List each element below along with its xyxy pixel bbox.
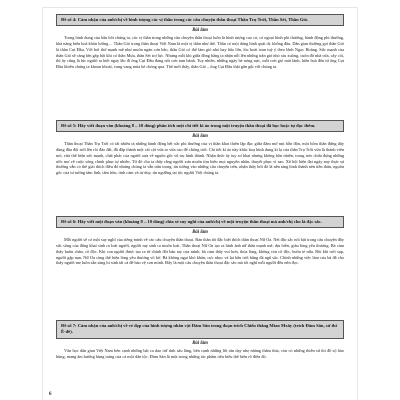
page-number: 6 <box>49 392 52 397</box>
section-7 <box>56 320 344 359</box>
section-heading: Bài làm <box>192 340 208 346</box>
prompt-box: Đề số 5: Hãy viết đoạn văn (khoảng 8 – 10 dòng) phân tích một chi tiết kì ảo trong một truyện thần thoại đã học hoặc tự đọc thêm. <box>56 120 344 132</box>
section-6 <box>56 216 344 266</box>
section-heading: Bài làm <box>192 28 208 34</box>
document-page <box>43 8 357 400</box>
paragraph: Trong hình dung của bầu hồi chúng ta, các vị thần trong những câu chuyện thần thoại luôn là hình tượng cao cả, có ngoại hình phi thường, hành động phi thường, khả năng biến hoá khôn lường… Thần Gió trong thần thoại Việt Nam là một vị thần như thế. Thần có một dáng hình quái dị: không đầu. Dân gian thường gọi thần Gió là thần Cụt Đầu. Với hơi thở mạnh mẽ như muôn ngàn cơn bão, thần Gió có thể làm gió nhỏ hay bão lớn, lúc hoài toan tuỳ ý theo lệnh Ngọc Hoàng. Sức mạnh của thần Gió sẽ càng lớn gấp bội khi có thần Mưa, thần Sét trợ lực. Nhưng mỗi khi giữa đồng bằng ta nhận nỗi lên những trận gió nhỏ xíu xuồng, cuốn đổ nhà cửa, cây cối, thì ấy cũng là lúc người ta biết ngay lão đi ông Cụt Đầu đang nổi cơn tam bành. Tuy nhiên, những ngày hè nóng nực, mỗi cơn gió mát lành, hiền hoà đến từ ông Cụt Đầu khiến chúng ta khoan khoái, vang vang mùa hè chóng qua. Thế mới thấy, thần Gió – ông Cụt Đầu thật gần gũi với chúng ta. <box>56 35 344 69</box>
paragraph: Văn học dân gian Việt Nam bên cạnh những bài ca dao trữ tình sâu lắng, bên cạnh những lời răn dạy nhẹ nhàng thấm thía, còn có những thiên sử thi đồ sộ hào hùng, mang âm hưởng hùng tráng của cả một dân tộc. Đăm Săn là một trong những tác phẩm tiêu biểu thể hiện rõ điều đó. <box>56 347 344 359</box>
section-heading: Bài làm <box>192 134 208 140</box>
prompt-box: Đề số 6: Hãy viết một đoạn văn (khoảng 8 – 10 dòng) chia sẻ suy nghĩ của anh/chị về một truyện thần thoại mà anh/chị cho là đặc sắc. <box>56 216 344 228</box>
prompt-box: Đề số 7: Cảm nhận của anh/chị về vẻ đẹp của hình tượng nhân vật Đăm Săn trong đoạn trích Chiến thắng Mtao Mxây (trích Đăm Săn, sử thi Ê-đê). <box>56 320 344 339</box>
section-5 <box>56 120 344 176</box>
prompt-box: Đề số 4: Cảm nhận của anh/chị về hình tượng các vị thần trong các câu chuyện thần thoại Thần Trụ Trời, Thần Sét, Thần Gió. <box>56 14 344 26</box>
section-heading: Bài làm <box>192 230 208 236</box>
paragraph: Thần thoại Thần Trụ Trời có tất nhiều tả những hành động hết sức phi thường của vị thần khai thiên lập địa: giữa đám mờ mịt hỗn độn, một hôm thần đứng dậy dùng đầu đội trời lên rồi đào đất, đã đắp thành một cái cột vừa to vừa cao để chống trời. Chi tiết kì ảo này khắc hoạ hình dung kì lạ của thần Trụ Trời vừa là thành viên mô, vừa thể hiện sức mạnh, chất phác của người xưa về nguồn gốc vũ trụ hình thành. Nhận thức ấy tuy sơ khai nhưng không hồn nhiên, trong trẻo chứa đựng những ước mơ về cuộc sống chinh phục tự nhiên. Từ đó cho ta thấy rằng người xưa muốn tìm hiểu mọi nguyên nhân, thuyết phục vì sao. Xã hội hiện đại ngày nay thực sự thường vẫn có thể giải thích điều đó nhưng chúng ta vẫn trân trọng, tin tưởng vào những câu chuyện trên, nhận thấy bởi đó là nền tảng hình thành nên tiền thân, nguồn gốc của tư tưởng tâm linh, tâm hồn, tình cảm và tư duy, tín ngưỡng tại tộc người Việt chúng ta. <box>56 141 344 175</box>
section-4 <box>56 14 344 70</box>
paragraph: Mỗi người sẽ có một suy nghĩ của riêng mình về các câu chuyện thần thoại. Bản thân tôi đặc biệt thích thần thoại Nữ Oa. Nét đặc sắc nổi bật trong câu chuyện đầy sức sống của đấng khai sinh ra loài người, người mẹ sinh ra muôn loài. Thần thoại Nữ Oa tạo ra hình ảnh nữ thần mạnh mẽ, dịu hiền, giàu lòng yêu thương. Bà cảm thấy buồn chán, cô độc. Khi con người được tạo ra từ chính đôi bàn tay của mình, bà cảm thấy vui hơn, thỏa lòng, không còn cô độc, buồn tẻ nữa. Rồi khi trời sụp, người gặp nạn, Nữ Oa càng thể hiện lòng yêu thương vô bờ. Bà không ngại khó khăn, cực nhọc vá lại bầu trời bằng đá ngũ sắc. Chính những việc làm của bà đã cho thấy người mẹ luôn sẵn sàng hi sinh tất cả để bảo vệ con mình. Đây là một câu chuyện thần thoại đặc sắc mà tôi nghĩ mỗi người đều nên đọc. <box>56 237 344 266</box>
